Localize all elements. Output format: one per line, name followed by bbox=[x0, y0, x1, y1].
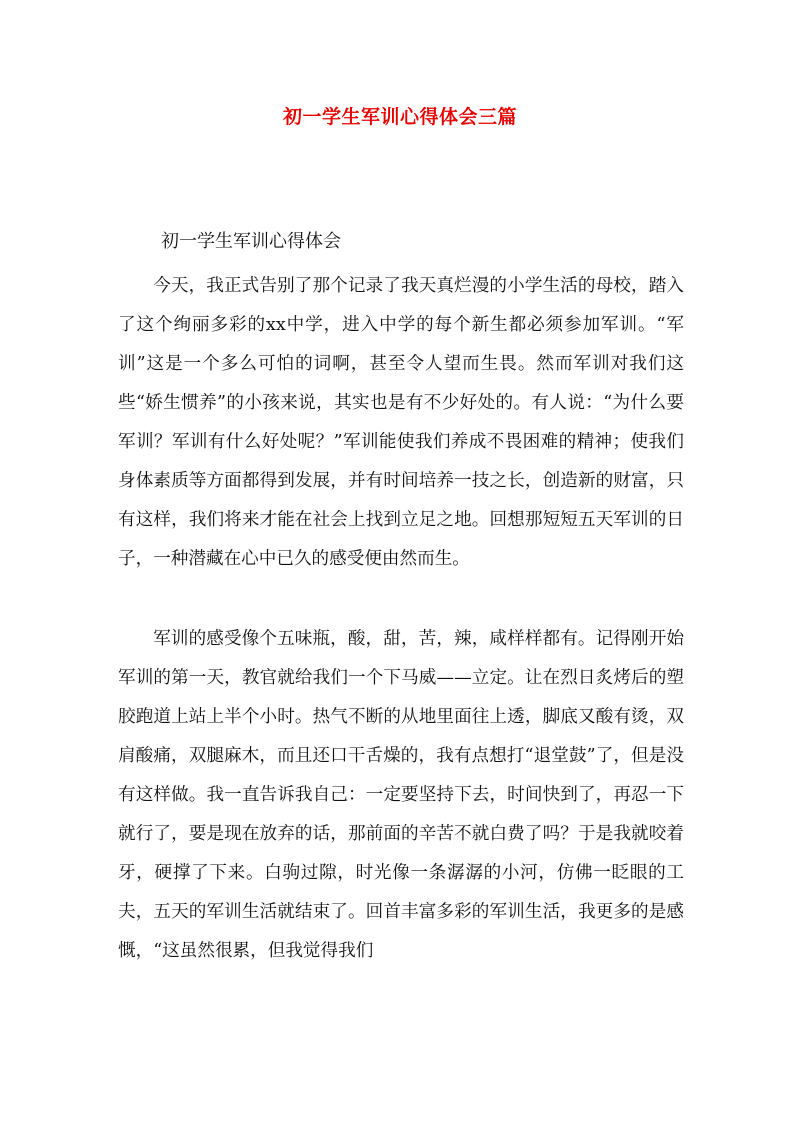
paragraph-1: 今天，我正式告别了那个记录了我天真烂漫的小学生活的母校，踏入了这个绚丽多彩的xx中学，进入中学的每个新生都必须参加军训。“军训”这是一个多么可怕的词啊，甚至令人望而生畏。然而军训对我们这些“娇生惯养”的小孩来说，其实也是有不少好处的。有人说：“为什么要军训？军训有什么好处呢？”军训能使我们养成不畏困难的精神；使我们身体素质等方面都得到发展，并有时间培养一技之长，创造新的财富，只有这样，我们将来才能在社会上找到立足之地。回想那短短五天军训的日子，一种潜藏在心中已久的感受便由然而生。 bbox=[118, 276, 684, 569]
section-heading: 初一学生军训心得体会 bbox=[161, 231, 341, 252]
document-title: 初一学生军训心得体会三篇 bbox=[282, 106, 517, 128]
paragraph-2: 军训的感受像个五味瓶，酸，甜，苦，辣，咸样样都有。记得刚开始军训的第一天，教官就给我们一个下马威——立定。让在烈日炙烤后的塑胶跑道上站上半个小时。热气不断的从地里面往上透，脚底又酸有烫，双肩酸痛，双腿麻木，而且还口干舌燥的，我有点想打“退堂鼓”了，但是没有这样做。我一直告诉我自己：一定要坚持下去，时间快到了，再忍一下就行了，要是现在放弃的话，那前面的辛苦不就白费了吗？于是我就咬着牙，硬撑了下来。白驹过隙，时光像一条潺潺的小河，仿佛一眨眼的工夫，五天的军训生活就结束了。回首丰富多彩的军训生活，我更多的是感慨，“这虽然很累，但我觉得我们 bbox=[118, 629, 684, 961]
